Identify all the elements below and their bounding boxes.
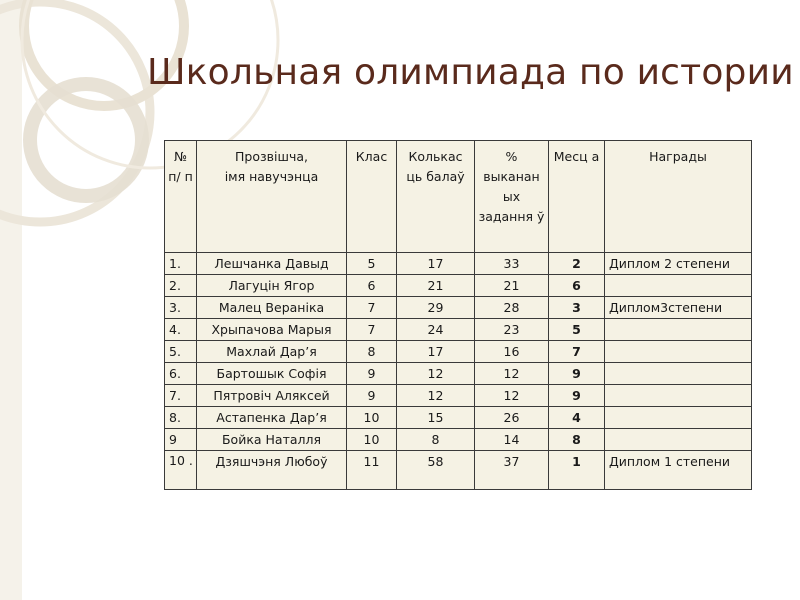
cell-award xyxy=(605,341,752,363)
cell-class: 7 xyxy=(347,297,397,319)
cell-number: 5. xyxy=(165,341,197,363)
cell-number: 3. xyxy=(165,297,197,319)
cell-class: 6 xyxy=(347,275,397,297)
cell-points: 29 xyxy=(397,297,475,319)
table-row xyxy=(165,407,752,429)
header-class: Клас xyxy=(347,141,397,253)
cell-percent: 12 xyxy=(475,385,549,407)
table-row xyxy=(165,451,752,490)
cell-number: 1. xyxy=(165,253,197,275)
header-place: Месц а xyxy=(549,141,605,253)
cell-place: 3 xyxy=(549,297,605,319)
cell-award: Диплом 1 степени xyxy=(605,451,752,490)
cell-class: 7 xyxy=(347,319,397,341)
cell-number: 2. xyxy=(165,275,197,297)
cell-name: Хрыпачова Марыя xyxy=(197,319,347,341)
cell-percent: 16 xyxy=(475,341,549,363)
cell-percent: 28 xyxy=(475,297,549,319)
cell-place: 9 xyxy=(549,385,605,407)
table-row xyxy=(165,319,752,341)
cell-name: Махлай Дар’я xyxy=(197,341,347,363)
cell-percent: 33 xyxy=(475,253,549,275)
cell-award xyxy=(605,319,752,341)
table-row xyxy=(165,341,752,363)
table-header-row xyxy=(165,141,752,253)
cell-points: 15 xyxy=(397,407,475,429)
header-points: Колькас ць балаў xyxy=(397,141,475,253)
cell-place: 8 xyxy=(549,429,605,451)
cell-award xyxy=(605,385,752,407)
results-table xyxy=(164,140,752,490)
cell-name: Лешчанка Давыд xyxy=(197,253,347,275)
cell-number: 10 . xyxy=(165,451,197,490)
cell-points: 17 xyxy=(397,341,475,363)
cell-points: 58 xyxy=(397,451,475,490)
cell-number: 9 xyxy=(165,429,197,451)
cell-percent: 23 xyxy=(475,319,549,341)
cell-points: 17 xyxy=(397,253,475,275)
cell-name: Бойка Наталля xyxy=(197,429,347,451)
cell-place: 1 xyxy=(549,451,605,490)
cell-name: Малец Вераніка xyxy=(197,297,347,319)
cell-percent: 21 xyxy=(475,275,549,297)
cell-place: 7 xyxy=(549,341,605,363)
cell-name: Лагуцін Ягор xyxy=(197,275,347,297)
cell-place: 9 xyxy=(549,363,605,385)
cell-name: Бартошык Софія xyxy=(197,363,347,385)
cell-number: 7. xyxy=(165,385,197,407)
cell-number: 4. xyxy=(165,319,197,341)
cell-points: 12 xyxy=(397,385,475,407)
cell-class: 11 xyxy=(347,451,397,490)
cell-number: 8. xyxy=(165,407,197,429)
cell-award: Диплом3степени xyxy=(605,297,752,319)
cell-class: 10 xyxy=(347,407,397,429)
page-title: Школьная олимпиада по истории xyxy=(147,52,794,93)
cell-class: 9 xyxy=(347,385,397,407)
cell-points: 12 xyxy=(397,363,475,385)
cell-percent: 14 xyxy=(475,429,549,451)
cell-name: Пятровіч Аляксей xyxy=(197,385,347,407)
cell-place: 2 xyxy=(549,253,605,275)
cell-points: 24 xyxy=(397,319,475,341)
cell-percent: 26 xyxy=(475,407,549,429)
header-number: № п/ п xyxy=(165,141,197,253)
table-row xyxy=(165,253,752,275)
cell-place: 4 xyxy=(549,407,605,429)
cell-number: 6. xyxy=(165,363,197,385)
cell-name: Дзяшчэня Любоў xyxy=(197,451,347,490)
table-row xyxy=(165,385,752,407)
cell-class: 9 xyxy=(347,363,397,385)
cell-award: Диплом 2 степени xyxy=(605,253,752,275)
cell-award xyxy=(605,429,752,451)
cell-award xyxy=(605,407,752,429)
cell-place: 5 xyxy=(549,319,605,341)
table-row xyxy=(165,363,752,385)
cell-name: Астапенка Дар’я xyxy=(197,407,347,429)
cell-class: 8 xyxy=(347,341,397,363)
cell-points: 8 xyxy=(397,429,475,451)
cell-class: 5 xyxy=(347,253,397,275)
cell-award xyxy=(605,275,752,297)
table-row xyxy=(165,297,752,319)
table-row xyxy=(165,429,752,451)
cell-points: 21 xyxy=(397,275,475,297)
header-percent: % выканан ых задання ў xyxy=(475,141,549,253)
cell-percent: 37 xyxy=(475,451,549,490)
header-name: Прозвішча, імя навучэнца xyxy=(197,141,347,253)
cell-award xyxy=(605,363,752,385)
cell-place: 6 xyxy=(549,275,605,297)
table-row xyxy=(165,275,752,297)
cell-percent: 12 xyxy=(475,363,549,385)
cell-class: 10 xyxy=(347,429,397,451)
header-awards: Награды xyxy=(605,141,752,253)
